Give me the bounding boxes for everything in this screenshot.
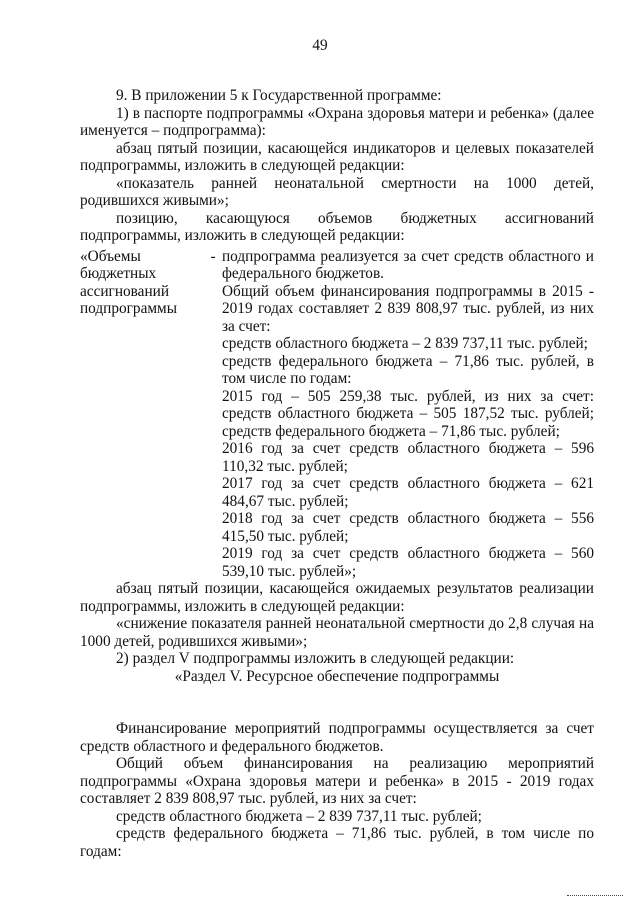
paragraph: абзац пятый позиции, касающейся ожидаемых результатов реализации подпрограммы, изложить в следующей редакции: bbox=[80, 580, 594, 615]
table-text: подпрограмма реализуется за счет средств областного и федерального бюджетов. bbox=[222, 247, 594, 282]
paragraph: абзац пятый позиции, касающейся индикаторов и целевых показателей подпрограммы, изложить в следующей редакции: bbox=[80, 139, 594, 174]
page-number: 49 bbox=[312, 37, 328, 54]
table-text: 2017 год за счет средств областного бюджета – 621 484,67 тыс. рублей; bbox=[222, 475, 594, 510]
table-label-line: бюджетных bbox=[80, 265, 157, 282]
paragraph: 2) раздел V подпрограммы изложить в следующей редакции: bbox=[116, 650, 515, 667]
document-body bbox=[80, 87, 594, 860]
table-text: Общий объем финансирования подпрограммы в 2015 - 2019 годах составляет 2 839 808,97 тыс. рублей, из них за счет: bbox=[222, 282, 594, 335]
table-text: 2018 год за счет средств областного бюджета – 556 415,50 тыс. рублей; bbox=[222, 510, 594, 545]
page-corner-line bbox=[567, 895, 623, 896]
paragraph: Общий объем финансирования на реализацию мероприятий подпрограммы «Охрана здоровья матери и ребенка» в 2015 - 2019 годах составляет 2 839 808,97 тыс. рублей, из них за счет: bbox=[80, 755, 594, 807]
paragraph: «снижение показателя ранней неонатальной смертности до 2,8 случая на 1000 детей, родившихся живыми»; bbox=[80, 615, 594, 650]
table-text: 2019 год за счет средств областного бюджета – 560 539,10 тыс. рублей»; bbox=[222, 545, 594, 580]
budget-allocation-table bbox=[80, 248, 594, 581]
paragraph: позицию, касающуюся объемов бюджетных ассигнований подпрограммы, изложить в следующей редакции: bbox=[80, 209, 594, 244]
table-text: средств областного бюджета – 2 839 737,11 тыс. рублей; bbox=[222, 335, 588, 352]
table-text: 2016 год за счет средств областного бюджета – 596 110,32 тыс. рублей; bbox=[222, 440, 594, 475]
paragraph: Финансирование мероприятий подпрограммы осуществляется за счет средств областного и федерального бюджетов. bbox=[80, 720, 594, 755]
section-heading: «Раздел V. Ресурсное обеспечение подпрограммы bbox=[174, 667, 500, 685]
table-content-cell bbox=[222, 248, 594, 581]
paragraph: средств областного бюджета – 2 839 737,11 тыс. рублей; bbox=[116, 807, 482, 825]
paragraph: 1) в паспорте подпрограммы «Охрана здоровья матери и ребенка» (далее именуется – подпрограмма): bbox=[80, 104, 594, 139]
table-label-line: подпрограммы bbox=[80, 300, 178, 317]
table-label-cell bbox=[80, 248, 204, 581]
table-text: средств федерального бюджета – 71,86 тыс. рублей, в том числе по годам: bbox=[222, 352, 594, 387]
table-label-line: «Объемы bbox=[80, 247, 141, 265]
table-label-line: ассигнований bbox=[80, 282, 170, 300]
table-text: 2015 год – 505 259,38 тыс. рублей, из них за счет: средств областного бюджета – 505 187,52 тыс. рублей; средств федерального бюджета – 71,86 тыс. рублей; bbox=[222, 387, 594, 440]
spacer bbox=[80, 685, 594, 720]
paragraph: 9. В приложении 5 к Государственной программе: bbox=[116, 87, 442, 104]
paragraph: «показатель ранней неонатальной смертности на 1000 детей, родившихся живыми»; bbox=[80, 174, 594, 209]
table-dash: - bbox=[210, 247, 216, 265]
paragraph: средств федерального бюджета – 71,86 тыс. рублей, в том числе по годам: bbox=[80, 825, 594, 860]
